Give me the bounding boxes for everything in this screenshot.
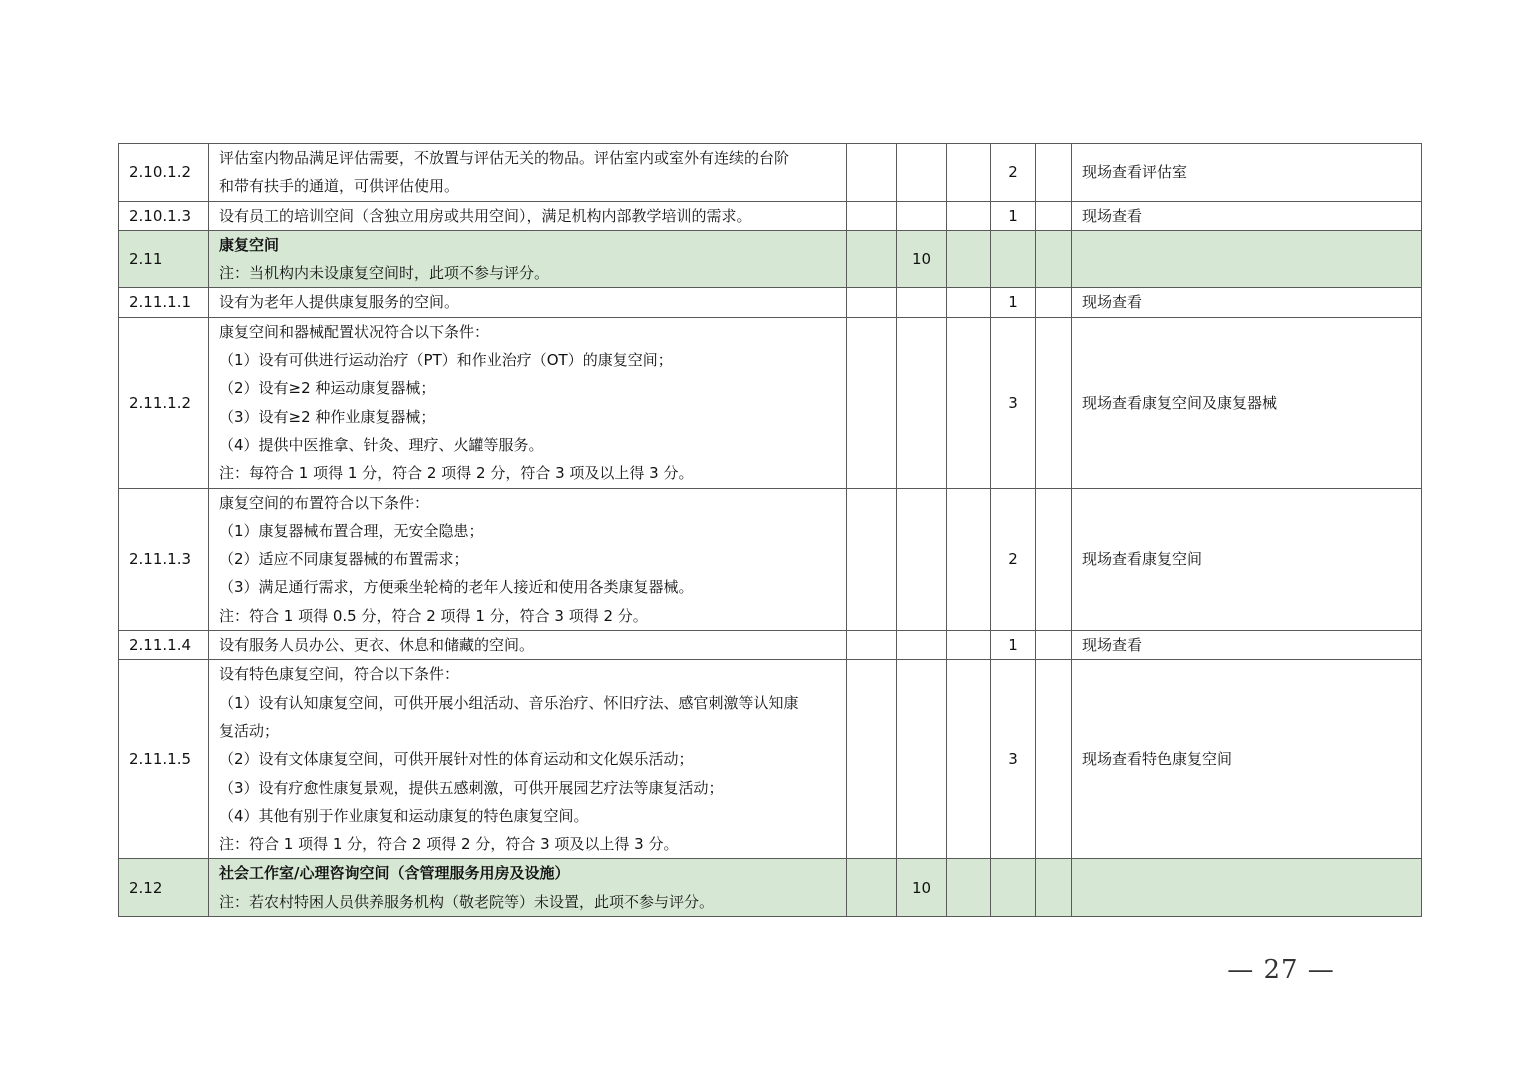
item-score: 1 [991, 201, 1036, 230]
empty-cell [847, 631, 897, 660]
empty-cell [947, 859, 991, 917]
content-line: （3）设有疗愈性康复景观，提供五感刺激，可供开展园艺疗法等康复活动； [219, 778, 724, 797]
item-number: 2.11.1.1 [119, 288, 209, 317]
table-row [119, 631, 1422, 660]
section-note: 注：当机构内未设康复空间时，此项不参与评分。 [219, 264, 550, 283]
empty-cell [847, 488, 897, 630]
empty-cell [897, 201, 947, 230]
empty-cell [897, 144, 947, 202]
item-content [209, 201, 847, 230]
empty-cell [1036, 859, 1072, 917]
empty-cell [897, 317, 947, 488]
evaluation-method: 现场查看 [1072, 288, 1422, 317]
empty-cell [947, 230, 991, 288]
item-score: 1 [991, 288, 1036, 317]
content-line: 康复空间和器械配置状况符合以下条件： [219, 322, 490, 341]
content-line: 注：符合 1 项得 0.5 分，符合 2 项得 1 分，符合 3 项得 2 分。 [219, 606, 648, 625]
evaluation-method: 现场查看康复空间及康复器械 [1072, 317, 1422, 488]
content-line: （2）设有文体康复空间，可供开展针对性的体育运动和文化娱乐活动； [219, 750, 694, 769]
empty-cell [947, 660, 991, 859]
table-row [119, 288, 1422, 317]
item-number: 2.10.1.2 [119, 144, 209, 202]
item-number: 2.10.1.3 [119, 201, 209, 230]
content-line: （3）满足通行需求，方便乘坐轮椅的老年人接近和使用各类康复器械。 [219, 578, 694, 597]
content-line: （1）康复器械布置合理，无安全隐患； [219, 521, 484, 540]
empty-cell [847, 201, 897, 230]
content-line: 康复空间的布置符合以下条件： [219, 493, 430, 512]
evaluation-method: 现场查看特色康复空间 [1072, 660, 1422, 859]
table-row [119, 201, 1422, 230]
table-row [119, 488, 1422, 630]
empty-cell [847, 660, 897, 859]
content-line: 评估室内物品满足评估需要，不放置与评估无关的物品。评估室内或室外有连续的台阶 [219, 149, 790, 167]
empty-cell [1036, 660, 1072, 859]
empty-cell [947, 201, 991, 230]
item-content [209, 144, 847, 202]
section-content [209, 230, 847, 288]
empty-cell [1036, 201, 1072, 230]
section-row [119, 859, 1422, 917]
content-line: （1）设有认知康复空间，可供开展小组活动、音乐治疗、怀旧疗法、感官刺激等认知康 [219, 693, 799, 712]
section-number: 2.11 [119, 230, 209, 288]
empty-cell [947, 144, 991, 202]
item-number: 2.11.1.3 [119, 488, 209, 630]
section-title: 社会工作室/心理咨询空间（含管理服务用房及设施） [219, 864, 570, 883]
content-line: （4）其他有别于作业康复和运动康复的特色康复空间。 [219, 806, 589, 825]
section-total: 10 [897, 230, 947, 288]
item-number: 2.11.1.5 [119, 660, 209, 859]
empty-cell [1036, 631, 1072, 660]
evaluation-method: 现场查看 [1072, 201, 1422, 230]
empty-cell [947, 288, 991, 317]
item-content [209, 317, 847, 488]
empty-cell [1072, 859, 1422, 917]
item-number: 2.11.1.4 [119, 631, 209, 660]
empty-cell [1036, 317, 1072, 488]
page-number: — 27 — [1227, 955, 1335, 985]
item-content [209, 488, 847, 630]
empty-cell [991, 230, 1036, 288]
item-content [209, 631, 847, 660]
evaluation-method: 现场查看康复空间 [1072, 488, 1422, 630]
table-row [119, 660, 1422, 859]
content-line: 注：每符合 1 项得 1 分，符合 2 项得 2 分，符合 3 项及以上得 3 分。 [219, 464, 694, 483]
empty-cell [897, 288, 947, 317]
content-line: （3）设有≥2 种作业康复器械； [219, 407, 436, 426]
item-number: 2.11.1.2 [119, 317, 209, 488]
content-line: （2）适应不同康复器械的布置需求； [219, 550, 469, 569]
empty-cell [1036, 230, 1072, 288]
empty-cell [991, 859, 1036, 917]
content-line: 设有特色康复空间，符合以下条件： [219, 665, 460, 684]
empty-cell [847, 144, 897, 202]
empty-cell [947, 317, 991, 488]
content-line: 和带有扶手的通道，可供评估使用。 [219, 177, 460, 196]
section-number: 2.12 [119, 859, 209, 917]
table-row [119, 144, 1422, 202]
empty-cell [897, 660, 947, 859]
evaluation-method: 现场查看 [1072, 631, 1422, 660]
content-line: （2）设有≥2 种运动康复器械； [219, 379, 436, 398]
empty-cell [947, 488, 991, 630]
empty-cell [847, 859, 897, 917]
content-line: 设有为老年人提供康复服务的空间。 [219, 293, 460, 312]
section-title: 康复空间 [219, 235, 280, 254]
empty-cell [847, 288, 897, 317]
content-line: 复活动； [219, 721, 280, 740]
item-score: 3 [991, 660, 1036, 859]
empty-cell [1036, 288, 1072, 317]
section-total: 10 [897, 859, 947, 917]
empty-cell [947, 631, 991, 660]
empty-cell [847, 317, 897, 488]
content-line: 设有服务人员办公、更衣、休息和储藏的空间。 [219, 636, 535, 655]
content-line: 注：符合 1 项得 1 分，符合 2 项得 2 分，符合 3 项及以上得 3 分。 [219, 835, 679, 854]
empty-cell [1072, 230, 1422, 288]
item-score: 2 [991, 144, 1036, 202]
content-line: （4）提供中医推拿、针灸、理疗、火罐等服务。 [219, 435, 544, 454]
content-line: 设有员工的培训空间（含独立用房或共用空间），满足机构内部教学培训的需求。 [219, 206, 752, 225]
evaluation-table [118, 143, 1422, 917]
empty-cell [1036, 144, 1072, 202]
section-row [119, 230, 1422, 288]
section-note: 注：若农村特困人员供养服务机构（敬老院等）未设置，此项不参与评分。 [219, 892, 715, 911]
content-line: （1）设有可供进行运动治疗（PT）和作业治疗（OT）的康复空间； [219, 351, 673, 370]
item-content [209, 288, 847, 317]
table-row [119, 317, 1422, 488]
empty-cell [1036, 488, 1072, 630]
empty-cell [847, 230, 897, 288]
item-score: 2 [991, 488, 1036, 630]
empty-cell [897, 488, 947, 630]
item-content [209, 660, 847, 859]
item-score: 3 [991, 317, 1036, 488]
section-content [209, 859, 847, 917]
empty-cell [897, 631, 947, 660]
evaluation-method: 现场查看评估室 [1072, 144, 1422, 202]
item-score: 1 [991, 631, 1036, 660]
